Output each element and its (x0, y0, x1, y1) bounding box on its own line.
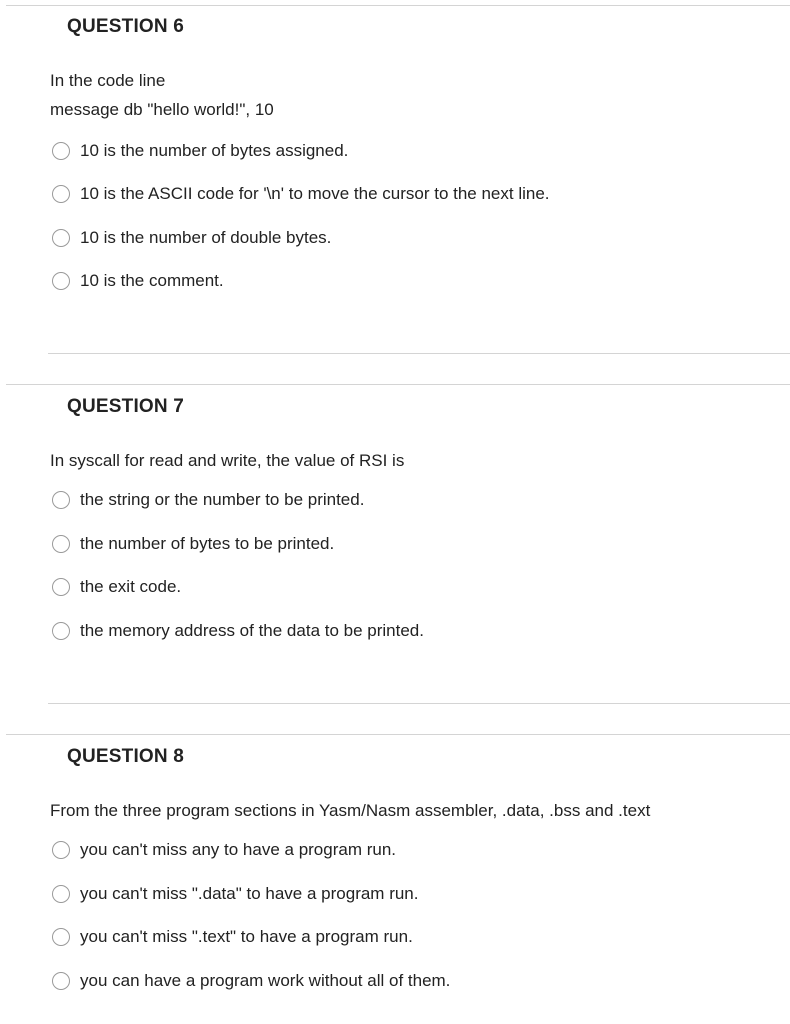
question-8-prompt: From the three program sections in Yasm/Nasm assembler, .data, .bss and .text (50, 801, 651, 820)
question-7-prompt: In syscall for read and write, the value of RSI is (50, 451, 405, 470)
radio-button[interactable] (52, 185, 70, 203)
question-6-option-4[interactable] (52, 268, 224, 294)
radio-button[interactable] (52, 841, 70, 859)
radio-button[interactable] (52, 142, 70, 160)
radio-button[interactable] (52, 928, 70, 946)
option-label: the string or the number to be printed. (80, 490, 365, 509)
option-label: 10 is the ASCII code for '\n' to move the cursor to the next line. (80, 184, 550, 203)
question-8-option-1[interactable] (52, 837, 396, 863)
question-6-option-1[interactable] (52, 138, 348, 164)
option-label: 10 is the comment. (80, 271, 224, 290)
option-label: 10 is the number of bytes assigned. (80, 141, 349, 160)
question-6-option-2[interactable] (52, 181, 550, 207)
option-label: the exit code. (80, 577, 182, 596)
question-6-option-3[interactable] (52, 225, 331, 251)
option-label: you can have a program work without all of them. (80, 971, 451, 990)
question-8-option-2[interactable] (52, 881, 418, 907)
question-8-title: QUESTION 8 (67, 746, 185, 767)
radio-button[interactable] (52, 491, 70, 509)
option-label: 10 is the number of double bytes. (80, 228, 332, 247)
question-7-title: QUESTION 7 (67, 396, 185, 417)
radio-button[interactable] (52, 535, 70, 553)
question-divider (48, 703, 790, 704)
option-label: the memory address of the data to be printed. (80, 621, 424, 640)
option-label: you can't miss ".data" to have a program run. (80, 884, 419, 903)
option-label: you can't miss ".text" to have a program run. (80, 927, 413, 946)
question-6-prompt-line-1: In the code line (50, 71, 166, 90)
question-6-prompt-line-2: message db "hello world!", 10 (50, 100, 274, 119)
radio-button[interactable] (52, 229, 70, 247)
section-divider (6, 5, 790, 6)
question-8-option-4[interactable] (52, 968, 450, 994)
question-divider (48, 353, 790, 354)
option-label: you can't miss any to have a program run. (80, 840, 397, 859)
question-7-option-1[interactable] (52, 487, 364, 513)
question-8-option-3[interactable] (52, 924, 413, 950)
section-divider (6, 384, 790, 385)
question-7-option-2[interactable] (52, 531, 334, 557)
radio-button[interactable] (52, 885, 70, 903)
radio-button[interactable] (52, 578, 70, 596)
question-6-title: QUESTION 6 (67, 16, 185, 37)
question-7-option-3[interactable] (52, 574, 181, 600)
radio-button[interactable] (52, 972, 70, 990)
section-divider (6, 734, 790, 735)
question-7-option-4[interactable] (52, 618, 424, 644)
radio-button[interactable] (52, 272, 70, 290)
radio-button[interactable] (52, 622, 70, 640)
option-label: the number of bytes to be printed. (80, 534, 335, 553)
